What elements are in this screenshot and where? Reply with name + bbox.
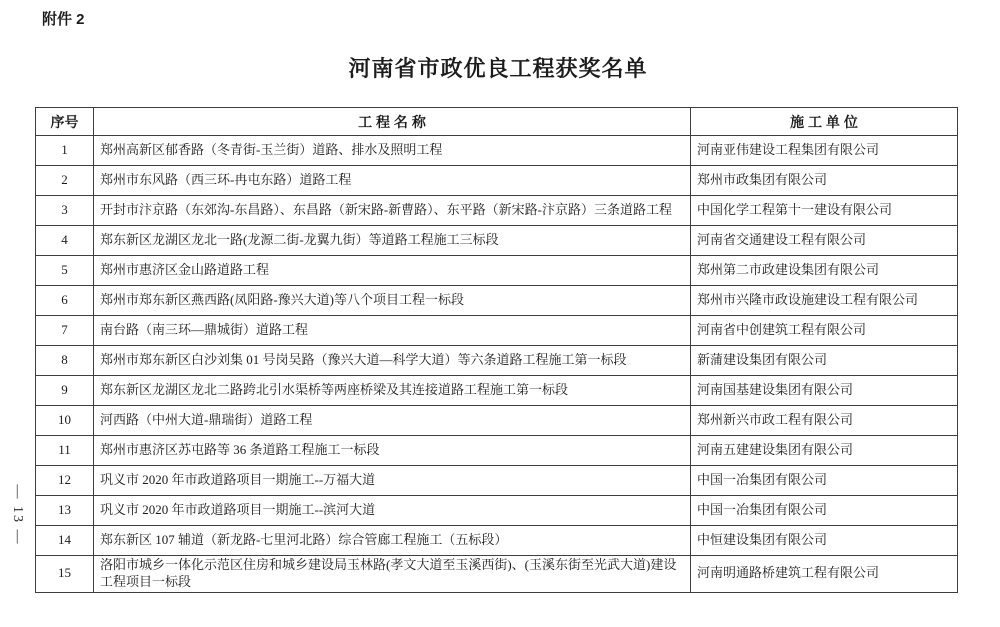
company-cell: 河南五建建设集团有限公司	[691, 436, 958, 466]
page-number: — 13 —	[10, 484, 25, 546]
table-row	[36, 376, 958, 406]
table-row	[36, 496, 958, 526]
row-number-cell: 11	[36, 436, 94, 466]
table-row	[36, 316, 958, 346]
row-number-cell: 10	[36, 406, 94, 436]
company-cell: 河南省中创建筑工程有限公司	[691, 316, 958, 346]
company-cell: 中国一冶集团有限公司	[691, 496, 958, 526]
awards-table	[35, 107, 958, 593]
table-row	[36, 466, 958, 496]
project-name-cell: 郑州市惠济区苏屯路等 36 条道路工程施工一标段	[94, 436, 691, 466]
company-cell: 新蒲建设集团有限公司	[691, 346, 958, 376]
project-name-cell: 郑州市郑东新区燕西路(凤阳路-豫兴大道)等八个项目工程一标段	[94, 286, 691, 316]
column-header-company: 施 工 单 位	[691, 108, 958, 136]
project-name-cell: 郑东新区 107 辅道（新龙路-七里河北路）综合管廊工程施工（五标段）	[94, 526, 691, 556]
row-number-cell: 7	[36, 316, 94, 346]
table-row	[36, 346, 958, 376]
column-header-project: 工 程 名 称	[94, 108, 691, 136]
company-cell: 中国化学工程第十一建设有限公司	[691, 196, 958, 226]
project-name-cell: 郑州高新区郁香路（冬青街-玉兰街）道路、排水及照明工程	[94, 136, 691, 166]
company-cell: 中恒建设集团有限公司	[691, 526, 958, 556]
table-row	[36, 196, 958, 226]
table-header-row	[36, 108, 958, 136]
company-cell: 河南明通路桥建筑工程有限公司	[691, 556, 958, 593]
row-number-cell: 9	[36, 376, 94, 406]
project-name-cell: 巩义市 2020 年市政道路项目一期施工--滨河大道	[94, 496, 691, 526]
row-number-cell: 14	[36, 526, 94, 556]
table-row	[36, 556, 958, 593]
row-number-cell: 6	[36, 286, 94, 316]
project-name-cell: 郑州市郑东新区白沙刘集 01 号岗吴路（豫兴大道—科学大道）等六条道路工程施工第一标段	[94, 346, 691, 376]
company-cell: 郑州新兴市政工程有限公司	[691, 406, 958, 436]
table-row	[36, 526, 958, 556]
company-cell: 郑州市政集团有限公司	[691, 166, 958, 196]
project-name-cell: 巩义市 2020 年市政道路项目一期施工--万福大道	[94, 466, 691, 496]
row-number-cell: 13	[36, 496, 94, 526]
awards-table-body	[36, 136, 958, 593]
company-cell: 河南国基建设集团有限公司	[691, 376, 958, 406]
table-row	[36, 286, 958, 316]
table-row	[36, 436, 958, 466]
page-title: 河南省市政优良工程获奖名单	[348, 56, 648, 81]
row-number-cell: 2	[36, 166, 94, 196]
project-name-cell: 南台路（南三环—鼎城街）道路工程	[94, 316, 691, 346]
table-row	[36, 226, 958, 256]
company-cell: 中国一冶集团有限公司	[691, 466, 958, 496]
attachment-label: 附件 2	[42, 11, 85, 28]
row-number-cell: 8	[36, 346, 94, 376]
project-name-cell: 郑州市东风路（西三环-冉屯东路）道路工程	[94, 166, 691, 196]
row-number-cell: 4	[36, 226, 94, 256]
table-row	[36, 256, 958, 286]
row-number-cell: 5	[36, 256, 94, 286]
company-cell: 河南省交通建设工程有限公司	[691, 226, 958, 256]
project-name-cell: 洛阳市城乡一体化示范区住房和城乡建设局玉林路(孝文大道至玉溪西街)、(玉溪东街至光武大道)建设工程项目一标段	[94, 556, 691, 593]
table-row	[36, 136, 958, 166]
row-number-cell: 1	[36, 136, 94, 166]
project-name-cell: 郑州市惠济区金山路道路工程	[94, 256, 691, 286]
column-header-no: 序号	[36, 108, 94, 136]
project-name-cell: 河西路（中州大道-鼎瑞街）道路工程	[94, 406, 691, 436]
row-number-cell: 3	[36, 196, 94, 226]
company-cell: 河南亚伟建设工程集团有限公司	[691, 136, 958, 166]
project-name-cell: 郑东新区龙湖区龙北一路(龙源二街-龙翼九街）等道路工程施工三标段	[94, 226, 691, 256]
row-number-cell: 15	[36, 556, 94, 593]
company-cell: 郑州第二市政建设集团有限公司	[691, 256, 958, 286]
project-name-cell: 郑东新区龙湖区龙北二路跨北引水渠桥等两座桥梁及其连接道路工程施工第一标段	[94, 376, 691, 406]
row-number-cell: 12	[36, 466, 94, 496]
table-row	[36, 406, 958, 436]
project-name-cell: 开封市汴京路（东郊沟-东昌路）、东昌路（新宋路-新曹路）、东平路（新宋路-汴京路）三条道路工程	[94, 196, 691, 226]
table-row	[36, 166, 958, 196]
company-cell: 郑州市兴隆市政设施建设工程有限公司	[691, 286, 958, 316]
